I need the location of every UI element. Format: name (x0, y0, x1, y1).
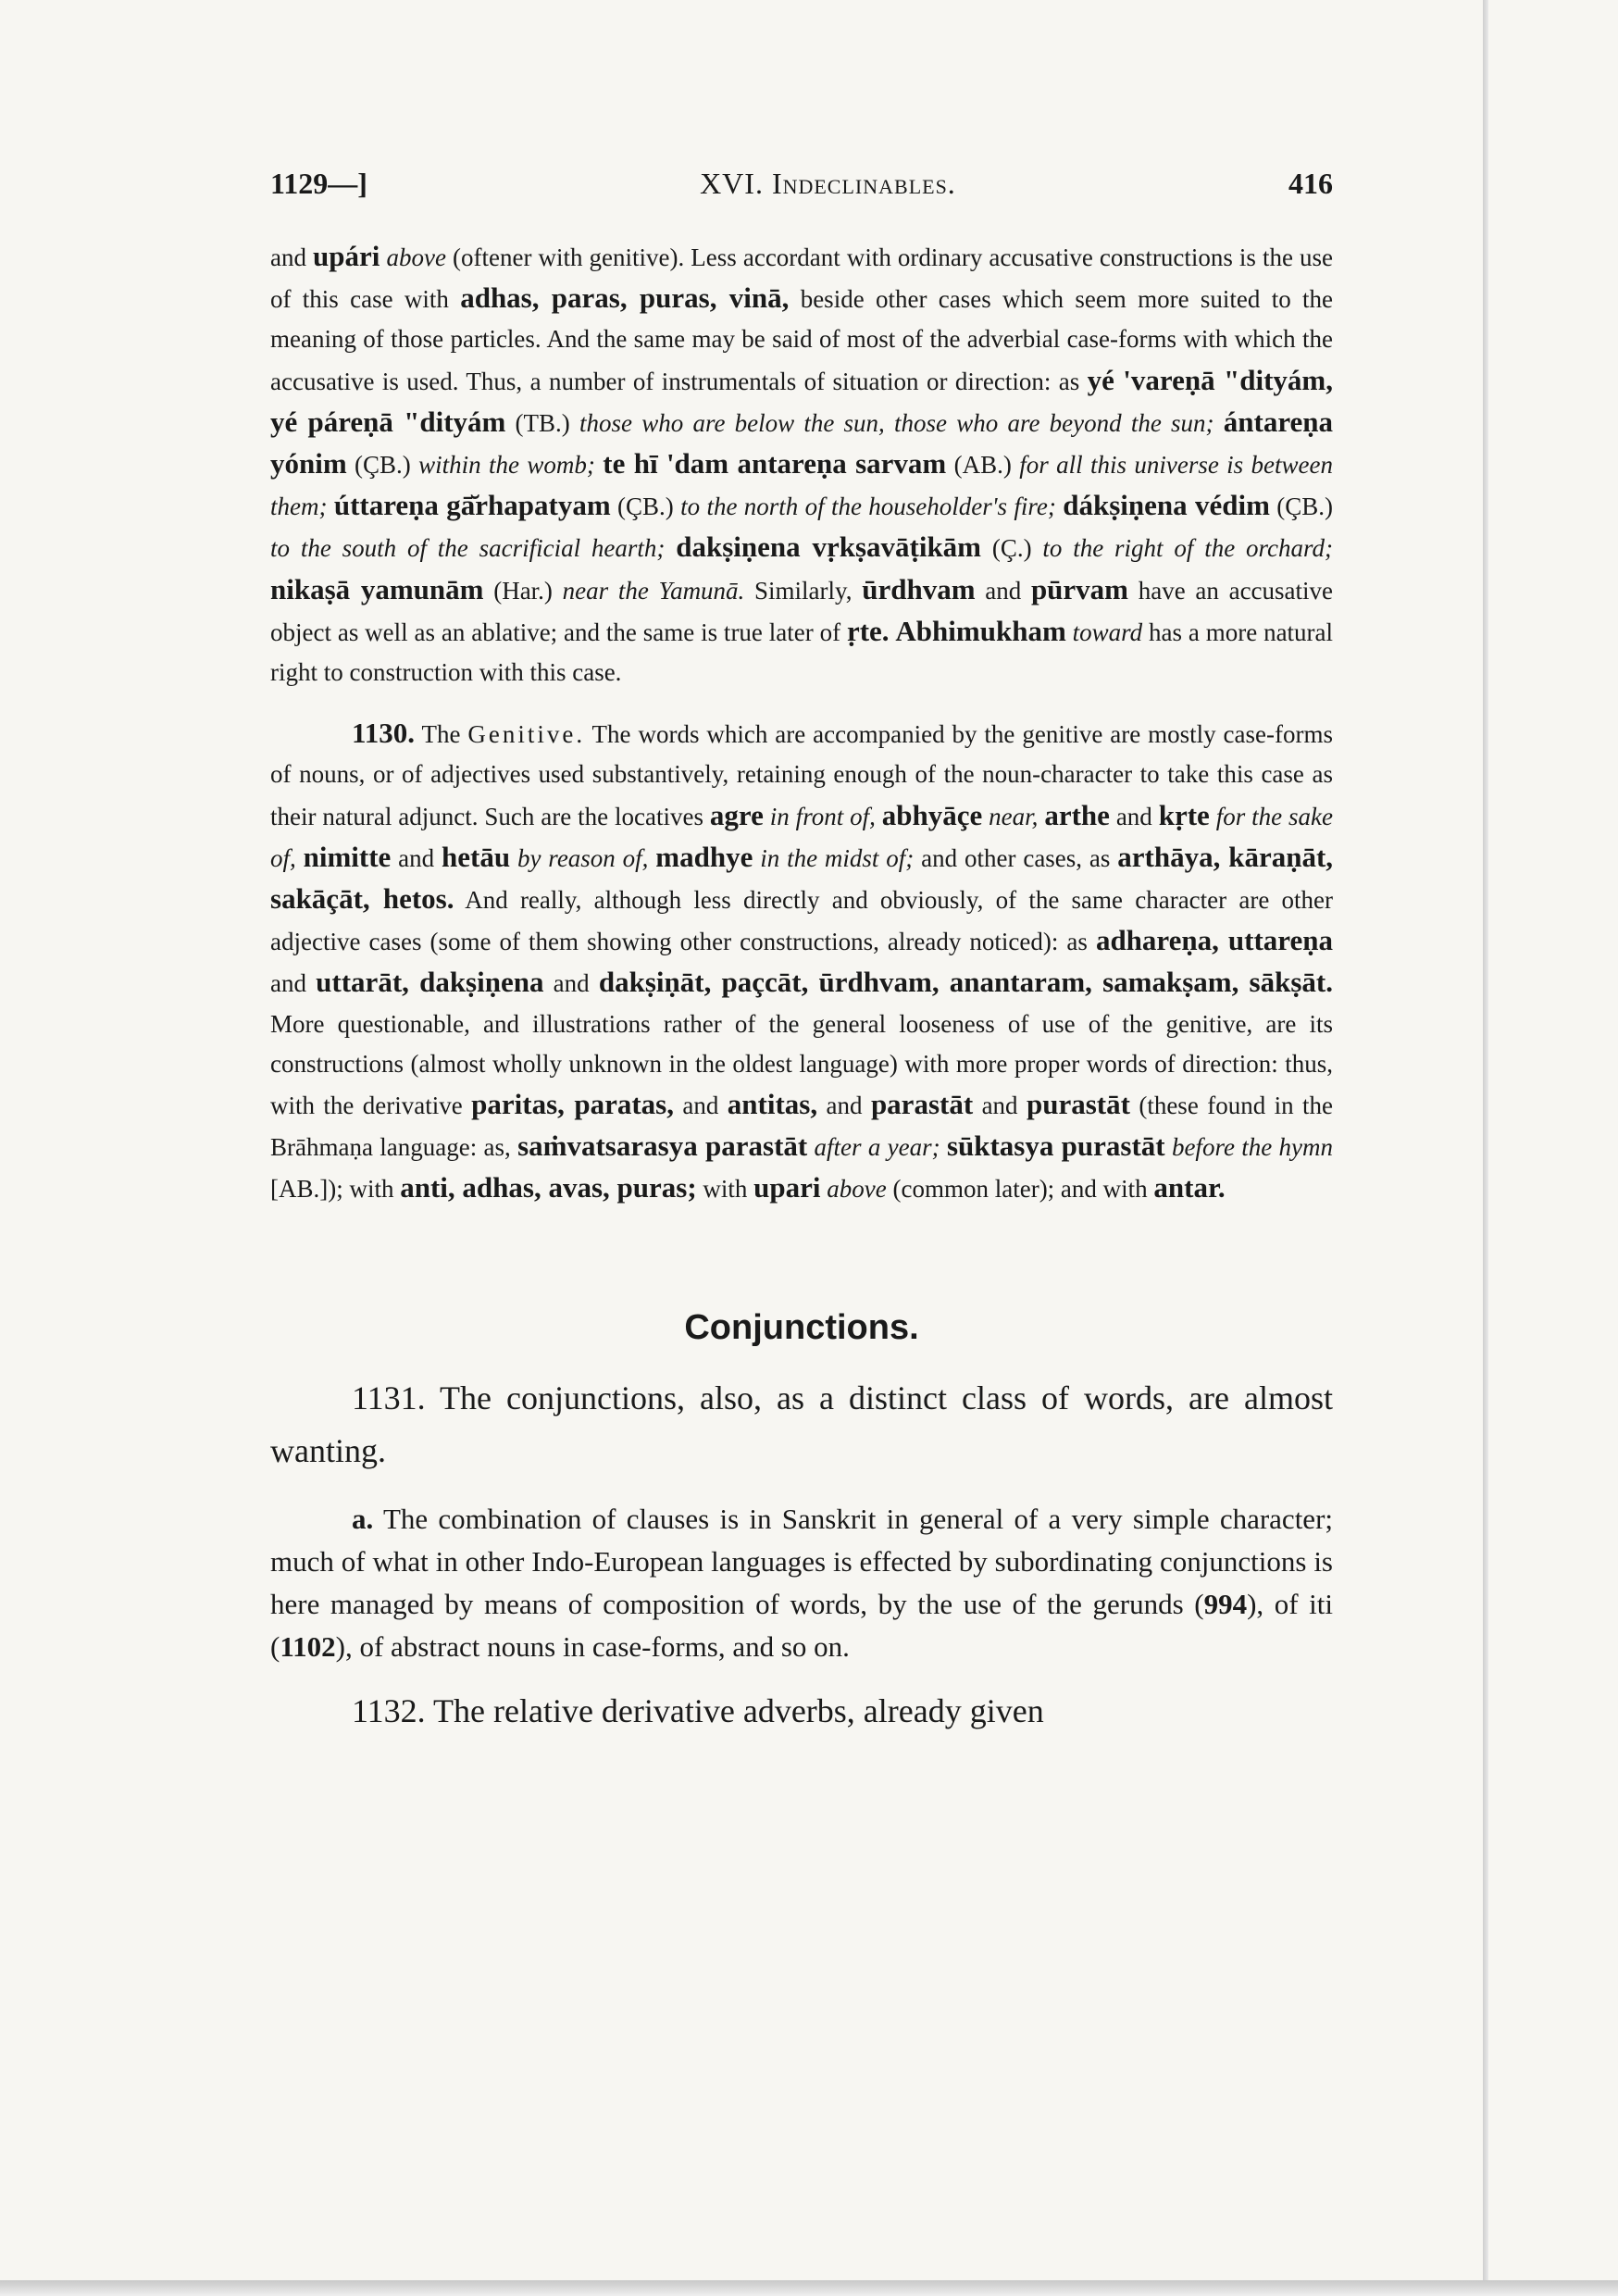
sanskrit-term: dakṣiṇena vṛkṣavāṭikām (676, 530, 982, 564)
paragraph-1131 (270, 1372, 1333, 1478)
paragraph-1130-genitive (270, 713, 1333, 1209)
translation: near, (989, 802, 1039, 830)
translation: within the womb; (418, 451, 595, 480)
body-text: and (1109, 802, 1159, 830)
book-page (270, 167, 1333, 1738)
translation: in the midst of; (760, 843, 915, 872)
body-text: (AB.) (946, 451, 1020, 480)
subparagraph-text: ), of abstract nouns in case-forms, and so on. (335, 1629, 850, 1663)
body-text (1214, 409, 1224, 437)
body-text: and (270, 243, 314, 271)
body-text: And really, although less directly and obviously, of the same character are other adjective cases (some of them showing other constructions, already noticed): as (270, 886, 1334, 956)
body-text: (ÇB.) (346, 451, 419, 480)
sanskrit-term: ūrdhvam (862, 572, 976, 605)
subparagraph-text: ), of iti ( (270, 1587, 1333, 1663)
paragraph-1132 (270, 1685, 1333, 1738)
body-text: and (975, 576, 1031, 605)
sanskrit-term: dakṣiṇāt, paçcāt, ūrdhvam, anantaram, samakṣam, sākṣāt. (598, 966, 1333, 999)
body-text: and (973, 1092, 1027, 1120)
section-heading: Conjunctions. (684, 1307, 919, 1347)
body-text (940, 1133, 947, 1161)
sanskrit-term: upari (753, 1171, 821, 1204)
sanskrit-term: 1130. (352, 717, 416, 750)
translation: above (827, 1175, 887, 1204)
paragraph-1131a (270, 1498, 1333, 1668)
body-text: (ÇB.) (1269, 493, 1334, 521)
sanskrit-term: agre (709, 798, 764, 831)
sanskrit-term: hetāu (442, 840, 511, 873)
translation: for all this universe is between them; (270, 451, 1334, 521)
cross-reference: 994 (1203, 1587, 1248, 1620)
body-text: The words which are accompanied by the genitive are mostly case-forms of nouns, or of adjectives used substantively, retaining enough of the noun-character to take this case as their natural adjunct. Such are the locatives (270, 720, 1333, 830)
body-text (665, 534, 676, 562)
chapter-name: Indeclinables. (771, 167, 956, 200)
paragraph-text: The relative derivative adverbs, already given (425, 1691, 1044, 1729)
translation: by reason of, (517, 843, 649, 872)
translation: before the hymn (1171, 1133, 1334, 1162)
sanskrit-term: úttareṇa gā̆rhapatyam (333, 489, 611, 522)
sanskrit-term: uttarāt, dakṣiṇena (316, 966, 544, 999)
body-text: has a more natural right to construction with this case. (270, 618, 1334, 687)
sanskrit-term: upári (313, 240, 380, 272)
running-head-section-ref: 1129—] (270, 167, 367, 200)
subparagraph-label: a. (352, 1502, 374, 1535)
sanskrit-term: madhye (655, 840, 753, 873)
sanskrit-term: sūktasya purastāt (946, 1129, 1165, 1163)
sanskrit-term: parastāt (870, 1088, 974, 1121)
sanskrit-term: arthāya, kāraṇāt, sakāçāt, hetos. (270, 840, 1334, 916)
body-text: More questionable, and illustrations rather of the general looseness of use of the genitive, are its constructions (almost wholly unknown in the oldest language) with more proper words of direction: thus, with the derivative (270, 1009, 1333, 1120)
sanskrit-term: saṁvatsarasya parastāt (517, 1129, 808, 1163)
body-text (876, 803, 882, 830)
body-text: and (817, 1092, 871, 1120)
sanskrit-term: purastāt (1026, 1088, 1130, 1121)
sanskrit-term: abhyāçe (881, 798, 983, 831)
subparagraph-text: The combination of clauses is in Sanskrit in general of a very simple character; much of what in other Indo-European languages is effected by subordinating conjunctions is here managed by means of composition of words, by the use of the gerunds ( (270, 1502, 1333, 1620)
sanskrit-term: kṛte (1158, 798, 1210, 831)
translation: to the south of the sacrificial hearth; (270, 534, 666, 563)
sanskrit-term: adhas, paras, puras, vinā, (460, 281, 790, 315)
body-text: (Har.) (483, 576, 563, 605)
translation: those who are below the sun, those who are beyond the sun; (579, 408, 1214, 437)
body-text: (Ç.) (981, 534, 1043, 563)
body-text: and other cases, as (914, 843, 1118, 872)
body-text (327, 493, 333, 520)
body-text: with (696, 1175, 754, 1204)
sanskrit-term: nimitte (303, 840, 392, 873)
body-text: (common later); and with (886, 1175, 1154, 1204)
sanskrit-term: antar. (1153, 1171, 1226, 1204)
chapter-number: XVI. (700, 167, 764, 200)
paragraph-text: The conjunctions, also, as a distinct class of words, are almost wanting. (270, 1379, 1333, 1469)
body-text (1165, 1133, 1172, 1161)
sanskrit-term: dákṣiṇena védim (1063, 489, 1270, 522)
page-edge-shadow-bottom (0, 2280, 1618, 2296)
translation: to the north of the householder's fire; (680, 493, 1056, 521)
page-number: 416 (1288, 167, 1333, 200)
body-text: and (391, 843, 442, 872)
running-head-chapter-title (700, 167, 956, 201)
sanskrit-term: ántareṇa yónim (270, 405, 1334, 480)
sanskrit-term: arthe (1044, 798, 1110, 831)
body-text: have an accusative object as well as an ablative; and the same is true later of (270, 576, 1334, 646)
body-text: (ÇB.) (610, 493, 681, 521)
paragraph-number: 1132. (352, 1691, 426, 1729)
body-text (1210, 803, 1216, 830)
case-name: Genitive. (467, 720, 586, 749)
body-text: (these found in the Brāhmaṇa language: as, (270, 1092, 1334, 1162)
body-text: (TB.) (505, 408, 580, 437)
body-text: Similarly, (744, 576, 863, 605)
body-text: beside other cases which seem more suited to the meaning of those particles. And the same may be said of most of the adverbial case-forms with which the accusative is used. Thus, a number of instrumentals of situation or direction: as (270, 285, 1333, 395)
sanskrit-term: te hī 'dam antareṇa sarvam (603, 447, 947, 480)
translation: in front of, (769, 802, 876, 830)
sanskrit-term: adhareṇa, uttareṇa (1095, 924, 1333, 957)
cross-reference: 1102 (280, 1629, 336, 1663)
sanskrit-term: antitas, (727, 1088, 818, 1121)
translation: near the Yamunā. (562, 576, 745, 605)
sanskrit-term: anti, adhas, avas, puras; (400, 1171, 697, 1204)
page-edge-shadow (1483, 0, 1488, 2296)
body-text (1066, 618, 1073, 646)
translation: toward (1072, 618, 1143, 646)
sanskrit-term: nikaṣā yamunām (270, 572, 484, 605)
body-text (296, 844, 304, 872)
body-text (510, 844, 517, 872)
body-text: (oftener with genitive). Less accordant with ordinary accusative constructions is the use of this case with (270, 243, 1334, 314)
body-text: [AB.]); with (270, 1175, 401, 1204)
sanskrit-term: yé 'vareṇā "dityám, yé páreṇā "dityám (270, 363, 1333, 438)
sanskrit-term: paritas, paratas, (471, 1088, 674, 1121)
body-text: and (673, 1092, 728, 1120)
running-head (270, 167, 1333, 201)
body-text: and (543, 969, 599, 998)
sanskrit-term: pūrvam (1030, 572, 1129, 605)
translation: after a year; (814, 1133, 940, 1162)
sanskrit-term: ṛte. (846, 614, 890, 647)
sanskrit-term: Abhimukham (895, 614, 1066, 647)
body-text (807, 1133, 814, 1161)
paragraph-accusative-continuation (270, 236, 1333, 693)
body-text (764, 803, 770, 830)
body-text: The (415, 720, 468, 749)
translation: above (386, 243, 446, 271)
translation: for the sake of, (270, 802, 1333, 872)
translation: to the right of the orchard; (1042, 534, 1333, 563)
body-text: and (270, 969, 317, 998)
paragraph-number: 1131. (352, 1379, 426, 1416)
